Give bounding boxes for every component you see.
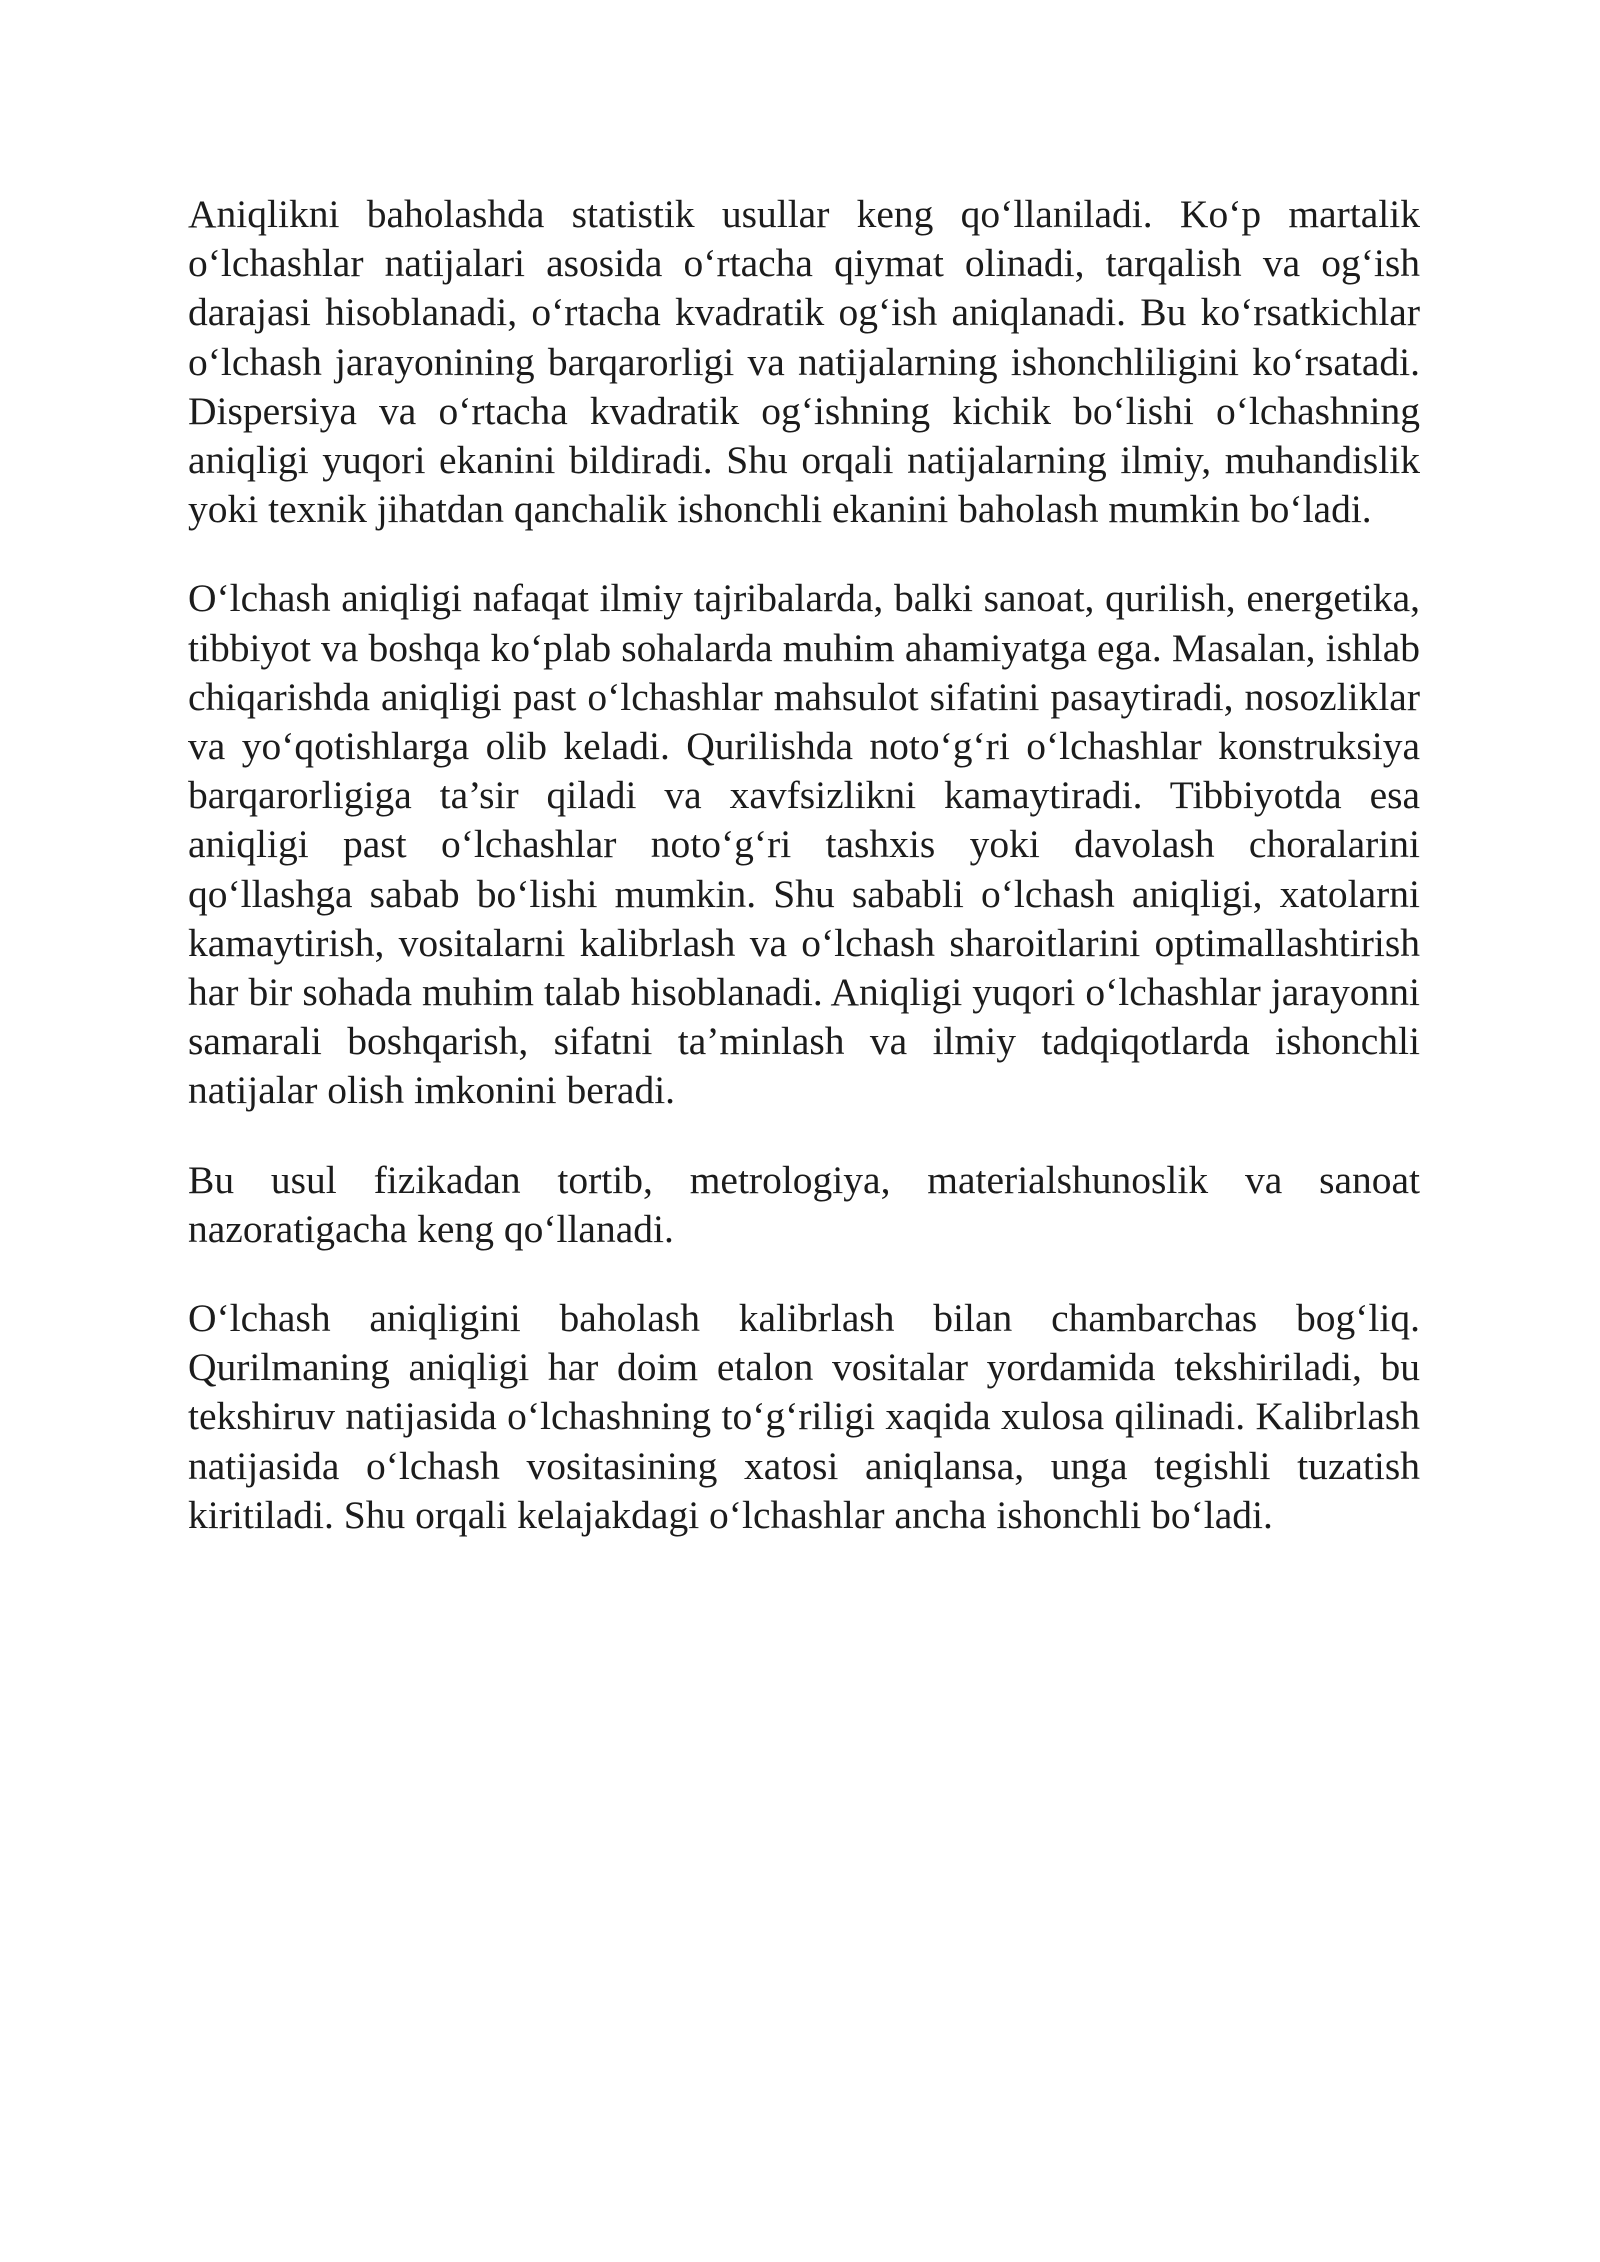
paragraph-calibration: O‘lchash aniqligini baholash kalibrlash bilan chambarchas bog‘liq. Qurilmaning aniqligi har doim etalon vositalar yordamida tekshiriladi, bu tekshiruv natijasida o‘lchashning to‘g‘riligi xaqida xulosa qilinadi. Kalibrlash natijasida o‘lchash vositasining xatosi aniqlansa, unga tegishli tuzatish kiritiladi. Shu orqali kelajakdagi o‘lchashlar ancha ishonchli bo‘ladi. [188, 1296, 1420, 1537]
document-body [188, 190, 1420, 1580]
paragraph-statistical-methods: Aniqlikni baholashda statistik usullar keng qo‘llaniladi. Ko‘p martalik o‘lchashlar natijalari asosida o‘rtacha qiymat olinadi, tarqalish va og‘ish darajasi hisoblanadi, o‘rtacha kvadratik og‘ish aniqlanadi. Bu ko‘rsatkichlar o‘lchash jarayonining barqarorligi va natijalarning ishonchliligini ko‘rsatadi. Dispersiya va o‘rtacha kvadratik og‘ishning kichik bo‘lishi o‘lchashning aniqligi yuqori ekanini bildiradi. Shu orqali natijalarning ilmiy, muhandislik yoki texnik jihatdan qanchalik ishonchli ekanini baholash mumkin bo‘ladi. [188, 192, 1420, 532]
paragraph-measurement-importance: O‘lchash aniqligi nafaqat ilmiy tajribalarda, balki sanoat, qurilish, energetika, tibbiyot va boshqa ko‘plab sohalarda muhim ahamiyatga ega. Masalan, ishlab chiqarishda aniqligi past o‘lchashlar mahsulot sifatini pasaytiradi, nosozliklar va yo‘qotishlarga olib keladi. Qurilishda noto‘g‘ri o‘lchashlar konstruksiya barqarorligiga ta’sir qiladi va xavfsizlikni kamaytiradi. Tibbiyotda esa aniqligi past o‘lchashlar noto‘g‘ri tashxis yoki davolash choralarini qo‘llashga sabab bo‘lishi mumkin. Shu sababli o‘lchash aniqligi, xatolarni kamaytirish, vositalarni kalibrlash va o‘lchash sharoitlarini optimallashtirish har bir sohada muhim talab hisoblanadi. Aniqligi yuqori o‘lchashlar jarayonni samarali boshqarish, sifatni ta’minlash va ilmiy tadqiqotlarda ishonchli natijalar olish imkonini beradi. [188, 576, 1420, 1113]
paragraph-method-usage: Bu usul fizikadan tortib, metrologiya, materialshunoslik va sanoat nazoratigacha keng qo‘llanadi. [188, 1157, 1420, 1251]
